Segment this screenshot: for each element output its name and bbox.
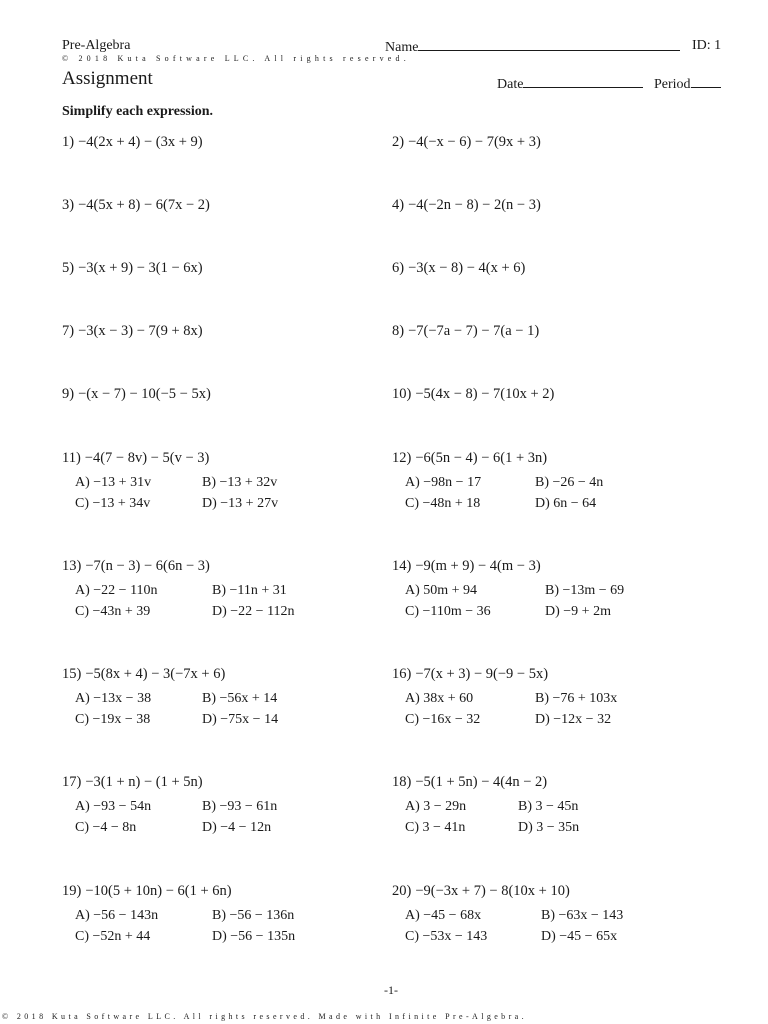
choice-c[interactable]: C) −16x − 32 [405,712,481,727]
choice-a[interactable]: A) −56 − 143n [75,908,159,923]
choice-a[interactable]: A) −22 − 110n [75,583,158,598]
problem-expression: −9(m + 9) − 4(m − 3) [415,558,541,574]
problem-expression: −4(2x + 4) − (3x + 9) [78,134,203,150]
choice-b[interactable]: B) −13 + 32v [202,475,278,490]
choice-c[interactable]: C) 3 − 41n [405,820,466,835]
course-name: Pre-Algebra [62,38,131,53]
problem-15: 15) −5(8x + 4) − 3(−7x + 6) [62,666,226,682]
choice-d[interactable]: D) 6n − 64 [535,496,597,511]
problem-19: 19) −10(5 + 10n) − 6(1 + 6n) [62,883,232,899]
choice-c[interactable]: C) −13 + 34v [75,496,151,511]
choice-c[interactable]: C) −53x − 143 [405,929,488,944]
choice-b[interactable]: B) −93 − 61n [202,799,278,814]
page-number: -1- [384,983,398,997]
problem-expression: −7(n − 3) − 6(6n − 3) [85,558,210,574]
problem-expression: −4(7 − 8v) − 5(v − 3) [84,450,210,466]
period-field[interactable] [654,75,721,93]
problem-expression: −4(−2n − 8) − 2(n − 3) [408,197,541,213]
choice-b[interactable]: B) −56x + 14 [202,691,278,706]
date-line [523,75,643,88]
problem-4: 4) −4(−2n − 8) − 2(n − 3) [392,197,541,213]
choice-b[interactable]: B) −76 + 103x [535,691,618,706]
id-label: ID: 1 [692,38,722,53]
choice-a[interactable]: A) −13 + 31v [75,475,152,490]
problem-expression: −3(x − 3) − 7(9 + 8x) [78,323,203,339]
date-field[interactable] [497,75,643,93]
problem-16: 16) −7(x + 3) − 9(−9 − 5x) [392,666,549,682]
choice-c[interactable]: C) −110m − 36 [405,604,491,619]
problem-13: 13) −7(n − 3) − 6(6n − 3) [62,558,210,574]
choice-a[interactable]: A) −13x − 38 [75,691,152,706]
header-copyright: © 2018 Kuta Software LLC. All rights reserved. [62,54,410,63]
problem-12: 12) −6(5n − 4) − 6(1 + 3n) [392,450,548,466]
choice-c[interactable]: C) −52n + 44 [75,929,151,944]
choice-a[interactable]: A) 3 − 29n [405,799,467,814]
problem-5: 5) −3(x + 9) − 3(1 − 6x) [62,260,203,276]
choice-b[interactable]: B) −13m − 69 [545,583,625,598]
problem-18: 18) −5(1 + 5n) − 4(4n − 2) [392,774,548,790]
problem-expression: −5(8x + 4) − 3(−7x + 6) [85,666,226,682]
choice-c[interactable]: C) −4 − 8n [75,820,137,835]
problem-expression: −3(x − 8) − 4(x + 6) [408,260,526,276]
choice-d[interactable]: D) −12x − 32 [535,712,612,727]
problem-expression: −6(5n − 4) − 6(1 + 3n) [415,450,548,466]
footer-copyright: © 2018 Kuta Software LLC. All rights reserved. Made with Infinite Pre-Algebra. [2,1012,527,1021]
choice-d[interactable]: D) −13 + 27v [202,496,279,511]
problem-expression: −5(1 + 5n) − 4(4n − 2) [415,774,548,790]
choice-d[interactable]: D) −56 − 135n [212,929,296,944]
choice-a[interactable]: A) 50m + 94 [405,583,478,598]
problem-6: 6) −3(x − 8) − 4(x + 6) [392,260,526,276]
period-label: Period [654,77,691,92]
problem-expression: −3(1 + n) − (1 + 5n) [85,774,203,790]
problem-14: 14) −9(m + 9) − 4(m − 3) [392,558,541,574]
choice-d[interactable]: D) −4 − 12n [202,820,272,835]
choice-d[interactable]: D) −22 − 112n [212,604,295,619]
problem-20: 20) −9(−3x + 7) − 8(10x + 10) [392,883,570,899]
problem-2: 2) −4(−x − 6) − 7(9x + 3) [392,134,541,150]
problem-expression: −4(−x − 6) − 7(9x + 3) [408,134,541,150]
instructions: Simplify each expression. [62,104,214,119]
choice-a[interactable]: A) −98n − 17 [405,475,482,490]
problem-expression: −3(x + 9) − 3(1 − 6x) [78,260,203,276]
choice-d[interactable]: D) −75x − 14 [202,712,279,727]
problem-10: 10) −5(4x − 8) − 7(10x + 2) [392,386,555,402]
choice-d[interactable]: D) −9 + 2m [545,604,611,619]
choice-a[interactable]: A) −45 − 68x [405,908,482,923]
problem-expression: −4(5x + 8) − 6(7x − 2) [78,197,210,213]
choice-b[interactable]: B) −26 − 4n [535,475,604,490]
problem-7: 7) −3(x − 3) − 7(9 + 8x) [62,323,203,339]
problem-expression: −7(−7a − 7) − 7(a − 1) [408,323,540,339]
choice-c[interactable]: C) −19x − 38 [75,712,151,727]
problem-expression: −7(x + 3) − 9(−9 − 5x) [415,666,549,682]
choice-d[interactable]: D) 3 − 35n [518,820,580,835]
choice-b[interactable]: B) −11n + 31 [212,583,287,598]
choice-c[interactable]: C) −43n + 39 [75,604,151,619]
choice-a[interactable]: A) −93 − 54n [75,799,152,814]
period-line [691,75,721,88]
choice-a[interactable]: A) 38x + 60 [405,691,474,706]
choice-b[interactable]: B) 3 − 45n [518,799,579,814]
problem-expression: −5(4x − 8) − 7(10x + 2) [415,386,555,402]
problem-17: 17) −3(1 + n) − (1 + 5n) [62,774,203,790]
problem-expression: −(x − 7) − 10(−5 − 5x) [78,386,211,402]
choice-c[interactable]: C) −48n + 18 [405,496,481,511]
problem-expression: −9(−3x + 7) − 8(10x + 10) [415,883,570,899]
problem-8: 8) −7(−7a − 7) − 7(a − 1) [392,323,540,339]
name-line [418,38,680,51]
choice-b[interactable]: B) −56 − 136n [212,908,295,923]
problem-1: 1) −4(2x + 4) − (3x + 9) [62,134,203,150]
problem-11: 11) −4(7 − 8v) − 5(v − 3) [62,450,210,466]
choice-d[interactable]: D) −45 − 65x [541,929,618,944]
problem-9: 9) −(x − 7) − 10(−5 − 5x) [62,386,211,402]
problem-expression: −10(5 + 10n) − 6(1 + 6n) [85,883,232,899]
date-label: Date [497,77,524,92]
choice-b[interactable]: B) −63x − 143 [541,908,624,923]
problem-3: 3) −4(5x + 8) − 6(7x − 2) [62,197,210,213]
worksheet-title: Assignment [62,68,153,89]
name-field[interactable] [385,38,680,56]
name-label: Name [385,40,419,55]
